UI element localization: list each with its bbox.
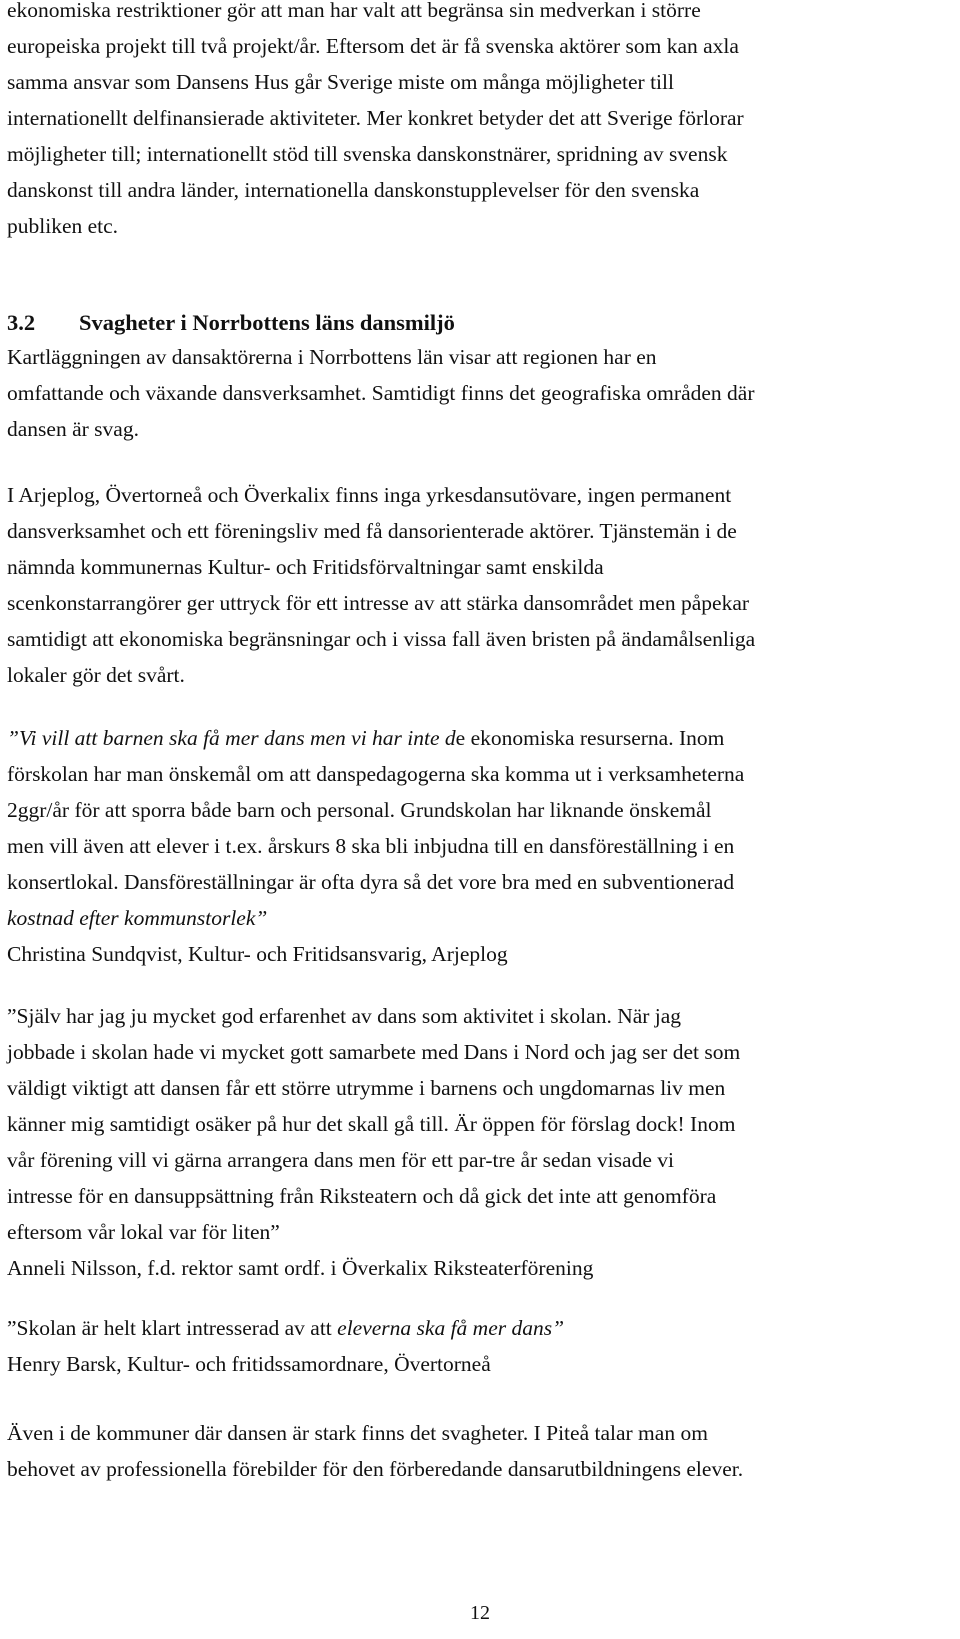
page-number: 12 (470, 1602, 490, 1624)
text-line: scenkonstarrangörer ger uttryck för ett intresse av att stärka dansområdet men påpekar (7, 591, 750, 615)
quote-attribution: Christina Sundqvist, Kultur- och Fritidsansvarig, Arjeplog (7, 942, 508, 966)
quote-overkalix (7, 998, 955, 1286)
text-line (7, 900, 955, 936)
quote-overtornea (7, 1310, 955, 1382)
text-line: behovet av professionella förebilder för den förberedande dansarutbildningens elever. (7, 1457, 744, 1481)
quote-text: ”Skolan är helt klart intresserad av att (7, 1316, 338, 1340)
quote-italic: ”Vi vill att barnen ska få mer dans men vi har inte d (7, 726, 456, 750)
quote-arjeplog (7, 720, 955, 972)
text-line: förskolan har man önskemål om att danspedagogerna ska komma ut i verksamheterna (7, 762, 745, 786)
quote-attribution: Henry Barsk, Kultur- och fritidssamordnare, Övertorneå (7, 1352, 491, 1376)
text-line: publiken etc. (7, 214, 119, 238)
text-line: samma ansvar som Dansens Hus går Sverige miste om många möjligheter till (7, 70, 674, 94)
text-line: lokaler gör det svårt. (7, 663, 185, 687)
text-line: I Arjeplog, Övertorneå och Överkalix finns inga yrkesdansutövare, ingen permanent (7, 483, 732, 507)
text-line: väldigt viktigt att dansen får ett större utrymme i barnens och ungdomarnas liv men (7, 1076, 726, 1100)
text-line: 2ggr/år för att sporra både barn och personal. Grundskolan har liknande önskemål (7, 798, 712, 822)
text-line: omfattande och växande dansverksamhet. Samtidigt finns det geografiska områden där (7, 381, 755, 405)
section-paragraph-2 (7, 477, 955, 693)
text-line: möjligheter till; internationellt stöd till svenska danskonstnärer, spridning av svensk (7, 142, 728, 166)
text-line: internationellt delfinansierade aktiviteter. Mer konkret betyder det att Sverige förlorar (7, 106, 744, 130)
quote-italic: eleverna ska få mer dans” (337, 1316, 565, 1340)
quote-italic: kostnad efter kommunstorlek” (7, 906, 268, 930)
intro-paragraph (7, 0, 955, 244)
text-line (7, 1310, 955, 1346)
text-line: känner mig samtidigt osäker på hur det skall gå till. Är öppen för förslag dock! Inom (7, 1112, 736, 1136)
quote-attribution: Anneli Nilsson, f.d. rektor samt ordf. i Överkalix Riksteaterförening (7, 1256, 594, 1280)
text-line: europeiska projekt till två projekt/år. Eftersom det är få svenska aktörer som kan axla (7, 34, 739, 58)
text-line: nämnda kommunernas Kultur- och Fritidsförvaltningar samt enskilda (7, 555, 604, 579)
text-line: intresse för en dansuppsättning från Riksteatern och då gick det inte att genomföra (7, 1184, 717, 1208)
section-heading (7, 307, 455, 339)
text-line: ”Själv har jag ju mycket god erfarenhet av dans som aktivitet i skolan. När jag (7, 1004, 682, 1028)
section-number: 3.2 (7, 310, 36, 335)
text-line: danskonst till andra länder, internationella danskonstupplevelser för den svenska (7, 178, 700, 202)
text-line: men vill även att elever i t.ex. årskurs 8 ska bli inbjudna till en dansföreställning i en (7, 834, 735, 858)
text-line: dansen är svag. (7, 417, 139, 441)
text-line: ekonomiska restriktioner gör att man har valt att begränsa sin medverkan i större (7, 0, 701, 22)
text-line: Även i de kommuner där dansen är stark finns det svagheter. I Piteå talar man om (7, 1421, 708, 1445)
text-line: jobbade i skolan hade vi mycket gott samarbete med Dans i Nord och jag ser det som (7, 1040, 741, 1064)
quote-text: e ekonomiska resurserna. Inom (455, 726, 725, 750)
text-line: eftersom vår lokal var för liten” (7, 1220, 280, 1244)
text-line: dansverksamhet och ett föreningsliv med få dansorienterade aktörer. Tjänstemän i de (7, 519, 737, 543)
text-line: samtidigt att ekonomiska begränsningar och i vissa fall även bristen på ändamålsenliga (7, 627, 756, 651)
section-title: Svagheter i Norrbottens läns dansmiljö (79, 310, 455, 335)
text-line: konsertlokal. Dansföreställningar är ofta dyra så det vore bra med en subventionerad (7, 870, 735, 894)
text-line: Kartläggningen av dansaktörerna i Norrbottens län visar att regionen har en (7, 345, 657, 369)
text-line (7, 720, 955, 756)
closing-paragraph (7, 1415, 955, 1487)
section-paragraph-1 (7, 339, 955, 447)
text-line: vår förening vill vi gärna arrangera dans men för ett par-tre år sedan visade vi (7, 1148, 674, 1172)
